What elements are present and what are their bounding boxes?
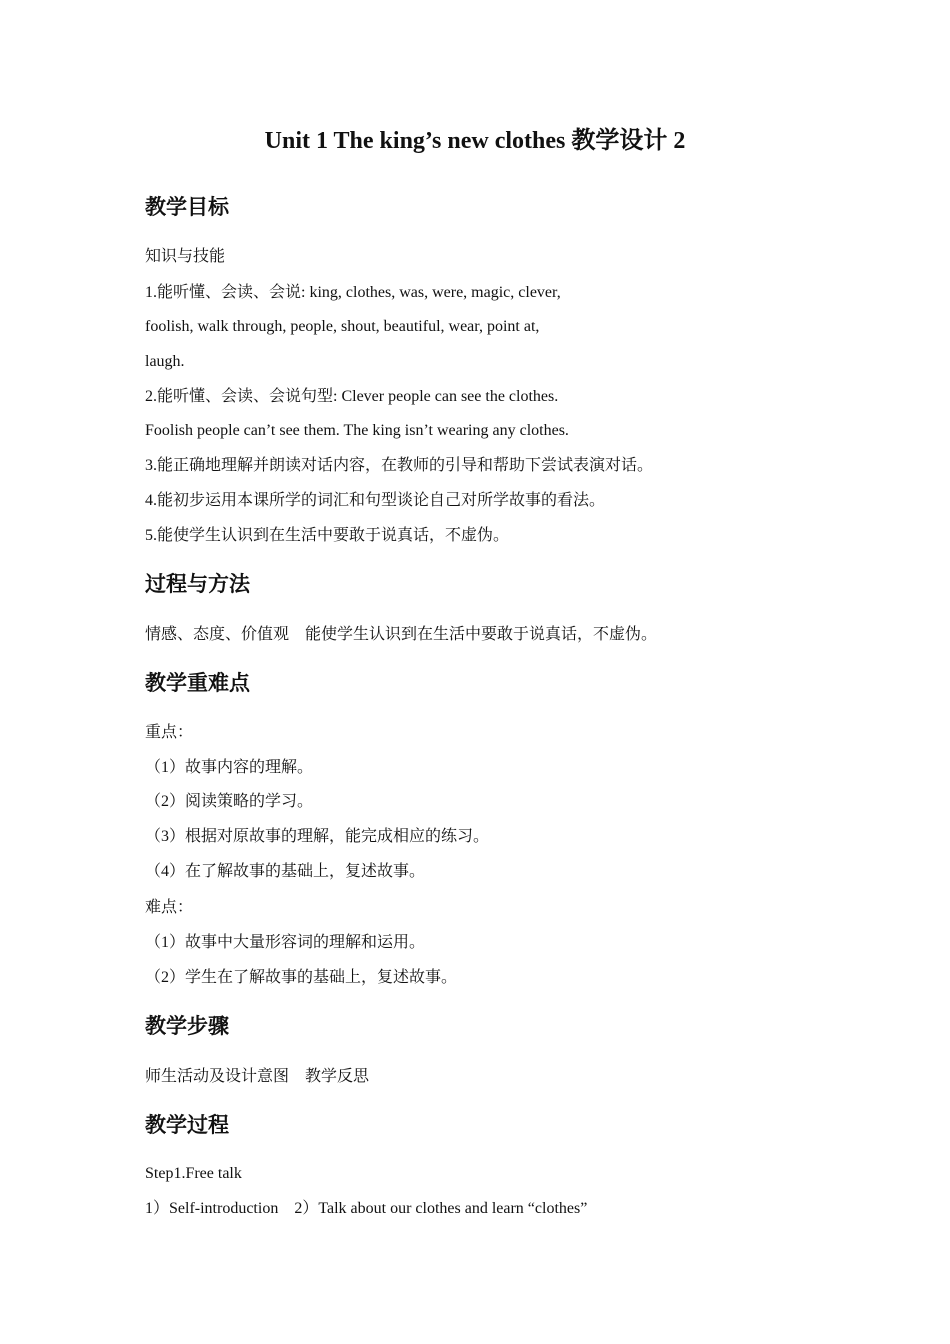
key-points-line: （1）故事中大量形容词的理解和运用。 (145, 934, 426, 951)
objectives-line: Foolish people can’t see them. The king isn’t wearing any clothes. (145, 422, 569, 439)
key-points-line: 难点： (145, 899, 194, 916)
teaching-process-line: 1）Self-introduction 2）Talk about our clothes and learn “clothes” (145, 1200, 588, 1217)
objectives-line: 4.能初步运用本课所学的词汇和句型谈论自己对所学故事的看法。 (145, 492, 606, 509)
objectives-line: 2.能听懂、会读、会说句型: Clever people can see the clothes. (145, 388, 559, 405)
key-points-line: （1）故事内容的理解。 (145, 759, 314, 776)
document-title: Unit 1 The king’s new clothes 教学设计 2 (264, 128, 686, 154)
steps-line: 师生活动及设计意图 教学反思 (145, 1068, 370, 1085)
section-heading-teaching-process: 教学过程 (145, 1113, 229, 1137)
objectives-line: foolish, walk through, people, shout, beautiful, wear, point at, (145, 318, 540, 335)
teaching-process-line: Step1.Free talk (145, 1165, 242, 1182)
section-heading-key-points: 教学重难点 (145, 671, 250, 695)
objectives-line: 5.能使学生认识到在生活中要敢于说真话，不虚伪。 (145, 527, 510, 544)
key-points-line: 重点： (145, 724, 194, 741)
objectives-line: laugh. (145, 353, 185, 370)
section-heading-steps: 教学步骤 (145, 1014, 229, 1038)
objectives-line: 3.能正确地理解并朗读对话内容，在教师的引导和帮助下尝试表演对话。 (145, 457, 654, 474)
section-heading-objectives: 教学目标 (145, 195, 229, 219)
key-points-line: （4）在了解故事的基础上，复述故事。 (145, 863, 426, 880)
objectives-line: 1.能听懂、会读、会说: king, clothes, was, were, magic, clever, (145, 284, 561, 301)
objectives-line: 知识与技能 (145, 248, 226, 265)
section-heading-process-methods: 过程与方法 (145, 572, 250, 596)
key-points-line: （2）学生在了解故事的基础上，复述故事。 (145, 969, 458, 986)
process-methods-line: 情感、态度、价值观 能使学生认识到在生活中要敢于说真话，不虚伪。 (145, 626, 658, 643)
key-points-line: （2）阅读策略的学习。 (145, 793, 314, 810)
key-points-line: （3）根据对原故事的理解，能完成相应的练习。 (145, 828, 490, 845)
